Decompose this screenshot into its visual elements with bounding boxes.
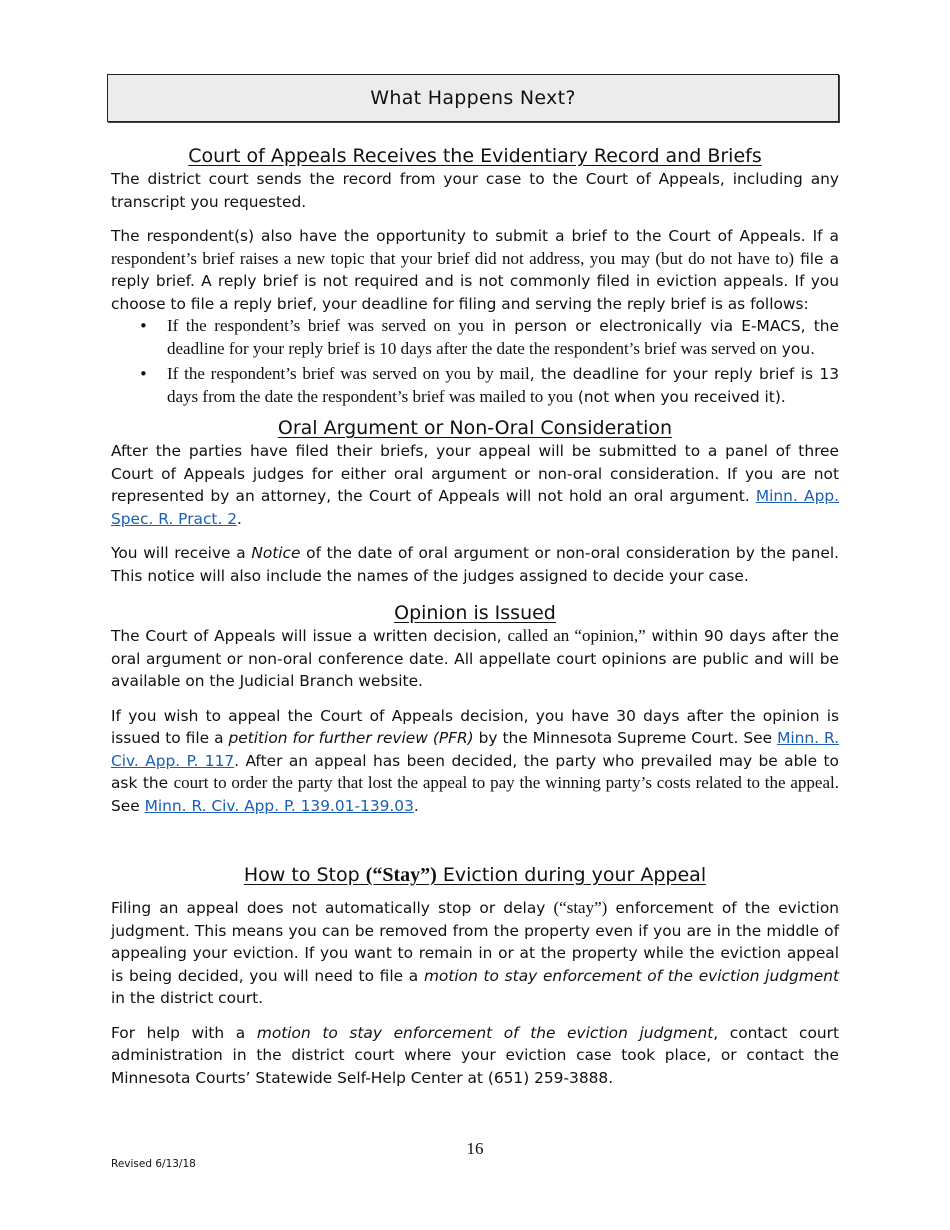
paragraph-pfr: If you wish to appeal the Court of Appeals decision, you have 30 days after the opinion is issued to file a petition for further review (PFR) by the Minnesota Supreme Court. See Minn. R. Civ. App. P. 117. After an appeal has been decided, the party who prevailed may be able to ask the court to order the party that lost the appeal to pay the winning party’s costs related to the appeal. See Minn. R. Civ. App. P. 139.01-139.03.: [111, 706, 840, 815]
section-heading-opinion: Opinion is Issued: [394, 602, 556, 624]
reply-deadline-list: [111, 315, 839, 408]
page-title: What Happens Next?: [370, 87, 576, 109]
link-minn-app-spec-r-pract-2[interactable]: Minn. App. Spec. R. Pract. 2: [111, 487, 839, 528]
paragraph-respondent-brief: The respondent(s) also have the opportunity to submit a brief to the Court of Appeals. If a respondent’s brief raises a new topic that your brief did not address, you may (but do not have to) file a reply brief. A reply brief is not required and is not commonly filed in eviction appeals. If you choose to file a reply brief, your deadline for filing and serving the reply brief is as follows:: [111, 227, 839, 313]
section-heading-oral-argument: Oral Argument or Non-Oral Consideration: [277, 417, 673, 439]
paragraph-stay-filing: Filing an appeal does not automatically stop or delay (“stay”) enforcement of the eviction judgment. This means you can be removed from the property even if you are in the middle of appealing your eviction. If you want to remain in or at the property while the eviction appeal is being decided, you will need to file a motion to stay enforcement of the eviction judgment in the district court.: [111, 898, 840, 1007]
paragraph-opinion: The Court of Appeals will issue a written decision, called an “opinion,” within 90 days after the oral argument or non-oral conference date. All appellate court opinions are public and will be available on the Judicial Branch website.: [111, 626, 839, 690]
document-page: [111, 74, 839, 1089]
paragraph-self-help: For help with a motion to stay enforcement of the eviction judgment, contact court administration in the district court where your eviction case took place, or contact the Minnesota Courts’ Statewide Self-Help Center at (651) 259-3888.: [111, 1023, 839, 1087]
link-minn-r-civ-app-p-139[interactable]: Minn. R. Civ. App. P. 139.01-139.03: [144, 796, 414, 815]
section-heading-stay-eviction: How to Stop (“Stay”) Eviction during your Appeal: [243, 864, 707, 886]
revised-date: Revised 6/13/18: [111, 1158, 196, 1170]
section-heading-record-briefs: Court of Appeals Receives the Evidentiary Record and Briefs: [188, 145, 762, 167]
page-header-box: [107, 74, 839, 122]
page-number: 16: [466, 1139, 484, 1158]
paragraph-oral-argument: After the parties have filed their briefs, your appeal will be submitted to a panel of three Court of Appeals judges for either oral argument or non-oral consideration. If you are not represented by an attorney, the Court of Appeals will not hold an oral argument. Minn. App. Spec. R. Pract. 2.: [111, 442, 839, 528]
list-item: • If the respondent’s brief was served on you by mail, the deadline for your reply brief is 13 days from the date the respondent’s brief was mailed to you (not when you received it).: [111, 363, 839, 408]
link-minn-r-civ-app-p-117[interactable]: Minn. R. Civ. App. P. 117: [111, 729, 840, 770]
paragraph-notice: You will receive a Notice of the date of oral argument or non-oral consideration by the panel. This notice will also include the names of the judges assigned to decide your case.: [111, 544, 839, 585]
paragraph-record: The district court sends the record from your case to the Court of Appeals, including any transcript you requested.: [111, 170, 839, 211]
list-item: • If the respondent’s brief was served on you in person or electronically via E-MACS, the deadline for your reply brief is 10 days after the date the respondent’s brief was served on you.: [111, 315, 839, 360]
